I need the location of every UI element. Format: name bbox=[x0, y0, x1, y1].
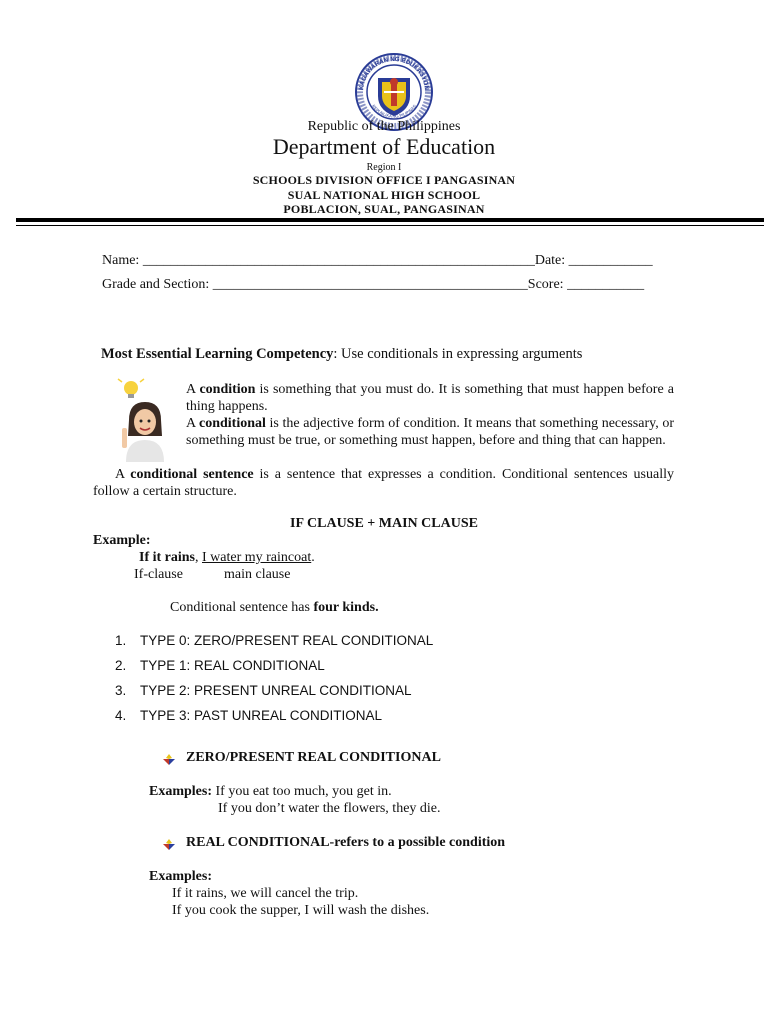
real-example-1: If it rains, we will cancel the trip. bbox=[172, 886, 359, 901]
grade-field[interactable]: _____________________________________________ bbox=[212, 277, 528, 292]
header-divider-thick bbox=[16, 218, 764, 222]
example-label: Example: bbox=[93, 533, 151, 548]
svg-text:REPUBLIKA NG PILIPINAS: REPUBLIKA NG PILIPINAS bbox=[370, 103, 418, 119]
republic-line: Republic of the Philippines bbox=[307, 119, 461, 134]
type-list-item: 3. bbox=[115, 683, 127, 698]
type-0-text: TYPE 0: ZERO/PRESENT REAL CONDITIONAL bbox=[140, 633, 434, 648]
grade-row bbox=[102, 277, 644, 293]
name-label: Name: bbox=[102, 253, 143, 268]
header-divider-thin bbox=[16, 225, 764, 226]
clause-formula: IF CLAUSE + MAIN CLAUSE bbox=[290, 516, 478, 531]
type-1-text: TYPE 1: REAL CONDITIONAL bbox=[140, 658, 325, 673]
conditional-term: conditional bbox=[198, 416, 266, 431]
type-list-item: 1. bbox=[115, 633, 127, 648]
zero-conditional-heading: ZERO/PRESENT REAL CONDITIONAL bbox=[186, 750, 441, 765]
date-field[interactable]: ____________ bbox=[568, 253, 653, 268]
if-clause-example: If it rains bbox=[139, 550, 195, 565]
grade-label: Grade and Section: bbox=[102, 277, 213, 292]
real-conditional-heading: REAL CONDITIONAL-refers to a possible condition bbox=[186, 835, 506, 850]
svg-text:KAGAWARAN NG EDUKASYON: KAGAWARAN NG EDUKASYON bbox=[358, 55, 430, 91]
competency-text: : Use conditionals in expressing arguments bbox=[333, 346, 583, 362]
division-line: SCHOOLS DIVISION OFFICE I PANGASINAN bbox=[252, 173, 516, 187]
competency-label: Most Essential Learning Competency bbox=[101, 346, 334, 362]
address-line: POBLACION, SUAL, PANGASINAN bbox=[283, 202, 485, 216]
name-field[interactable]: ________________________________________________________ bbox=[142, 253, 535, 268]
condition-term: condition bbox=[199, 382, 256, 397]
type-list-item: 4. bbox=[115, 708, 127, 723]
arrow-bullet-icon bbox=[163, 839, 175, 850]
name-row bbox=[102, 253, 653, 269]
conditional-definition: A conditional is the adjective form of condition. It means that something necessary, or something must be true, or something must happen, before and thing that can happen. bbox=[186, 416, 674, 448]
type-3-text: TYPE 3: PAST UNREAL CONDITIONAL bbox=[140, 708, 383, 723]
conditional-sentence-term: conditional sentence bbox=[130, 467, 254, 482]
type-2-text: TYPE 2: PRESENT UNREAL CONDITIONAL bbox=[140, 683, 412, 698]
if-clause-label: If-clause bbox=[134, 567, 183, 582]
region-line: Region I bbox=[366, 162, 402, 173]
condition-definition: A condition is something that you must do. It is something that must happen before a thing happens. bbox=[186, 382, 674, 414]
school-line: SUAL NATIONAL HIGH SCHOOL bbox=[287, 188, 481, 202]
seal-lettering bbox=[354, 52, 434, 132]
example-sentence: If it rains, I water my raincoat. bbox=[139, 550, 315, 565]
real-examples-label: Examples: bbox=[149, 869, 212, 884]
arrow-bullet-icon bbox=[163, 754, 175, 765]
main-clause-label: main clause bbox=[224, 567, 291, 582]
zero-example-1: Examples: If you eat too much, you get in. bbox=[149, 784, 392, 799]
department-title: Department of Education bbox=[272, 134, 496, 159]
conditional-sentence-definition: A conditional sentence is a sentence that expresses a condition. Conditional sentences usually follow a certain structure. bbox=[93, 467, 674, 499]
type-list-item: 2. bbox=[115, 658, 127, 673]
score-field[interactable]: ___________ bbox=[567, 277, 645, 292]
real-example-2: If you cook the supper, I will wash the dishes. bbox=[172, 903, 430, 918]
teacher-avatar-icon bbox=[112, 378, 178, 462]
kinds-intro: Conditional sentence has four kinds. bbox=[170, 600, 379, 615]
score-label: Score: bbox=[527, 277, 568, 292]
date-label: Date: bbox=[534, 253, 569, 268]
main-clause-example: I water my raincoat bbox=[202, 550, 312, 565]
zero-example-2: If you don’t water the flowers, they die. bbox=[218, 801, 441, 816]
competency-line bbox=[101, 346, 582, 363]
